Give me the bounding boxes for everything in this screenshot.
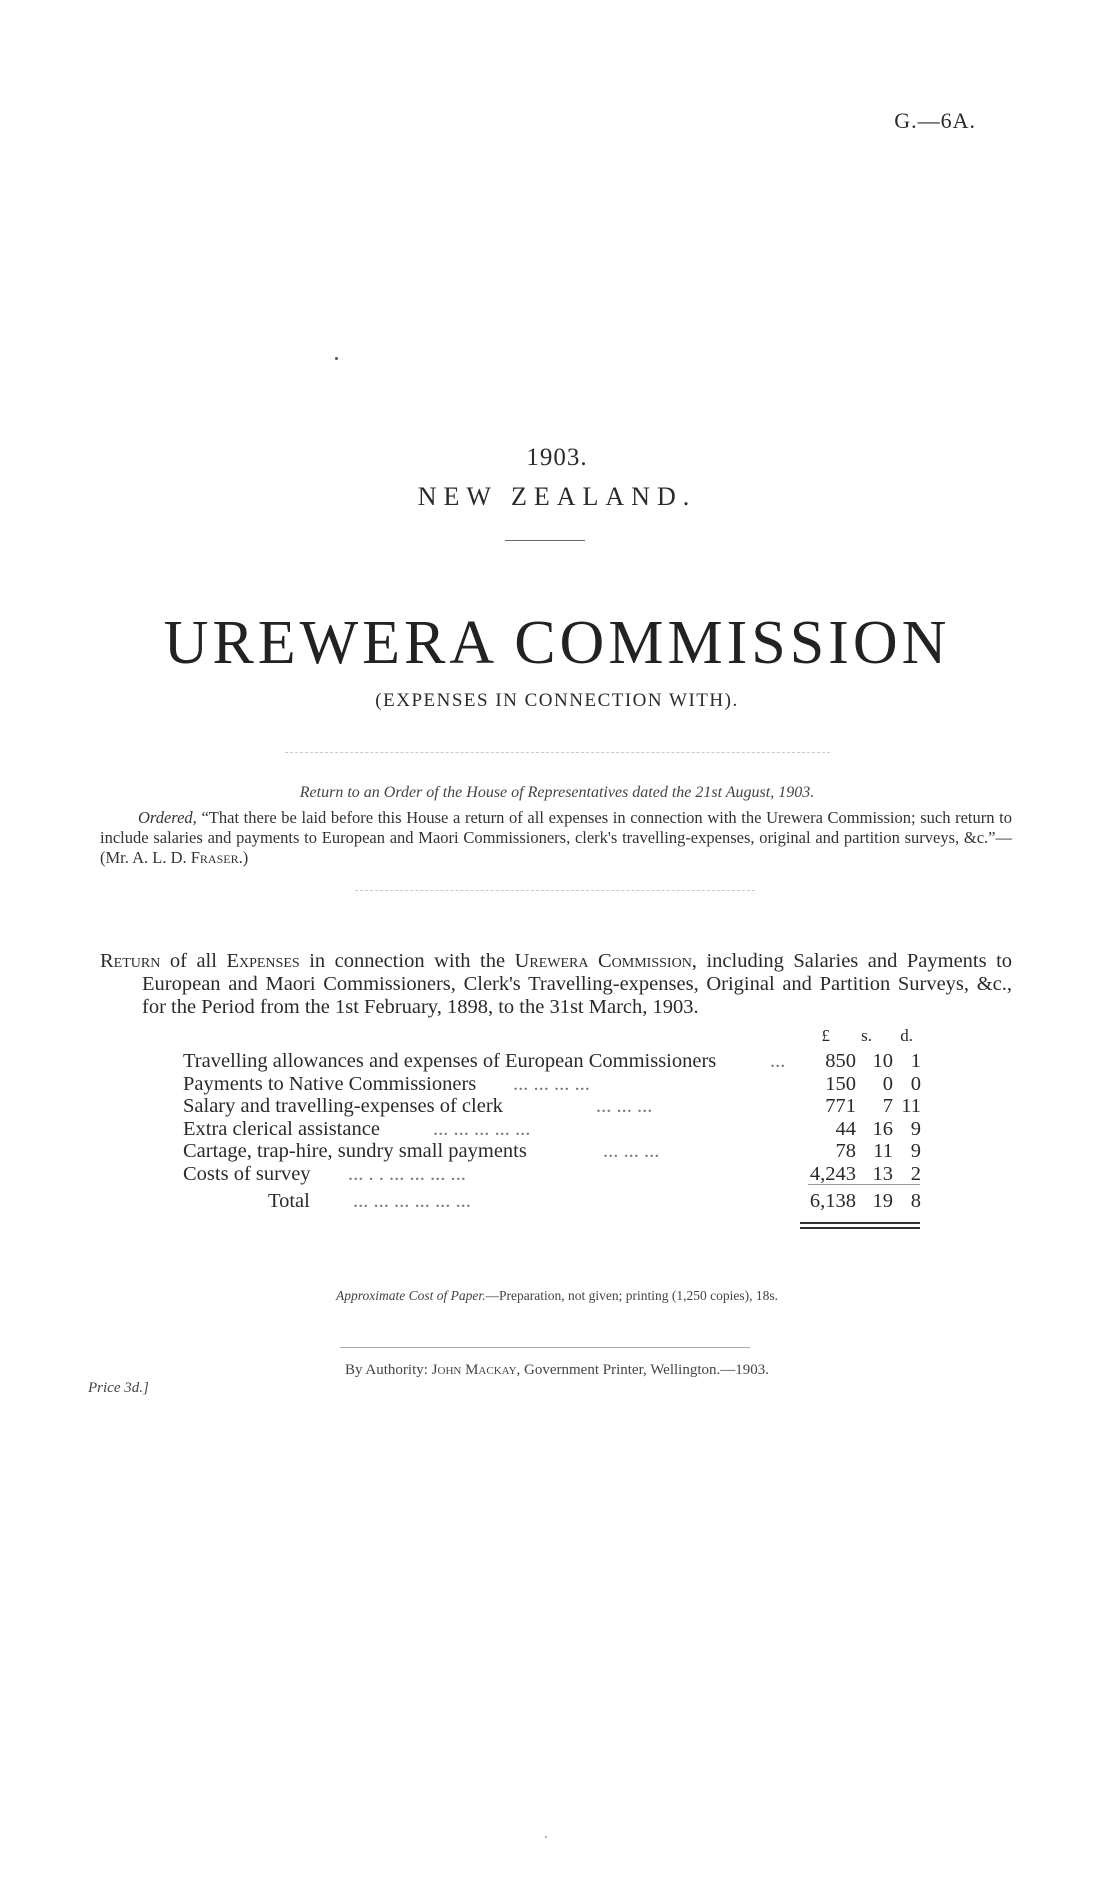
print-speck xyxy=(335,357,338,360)
printer-prefix: By Authority: xyxy=(344,1362,428,1378)
return-text-3: including Salaries and Payments to European and Maori Commissioners, Clerk's Travelling-expenses, Original and Partition Surveys, &c., for the Period from the 1st February, 1898, to the 31st March, 1903. xyxy=(142,950,1013,1018)
table-row xyxy=(183,1073,923,1096)
row-pence: 0 xyxy=(910,1072,921,1095)
divider-bottom xyxy=(355,890,755,891)
table-row xyxy=(183,1163,923,1186)
printer-divider xyxy=(340,1347,750,1348)
row-label: Cartage, trap-hire, sundry small payments xyxy=(183,1140,527,1162)
return-heading xyxy=(100,950,1012,1019)
order-body xyxy=(100,808,1012,868)
return-commission-name: Urewera Commission, xyxy=(514,950,697,972)
row-pounds: 4,243 xyxy=(809,1162,856,1185)
total-label: Total xyxy=(268,1190,310,1212)
total-row xyxy=(183,1190,923,1214)
country-heading: NEW ZEALAND. xyxy=(417,482,697,511)
row-pence: 11 xyxy=(901,1095,921,1117)
row-label: Salary and travelling-expenses of clerk xyxy=(183,1095,503,1117)
return-expenses-word: Expenses xyxy=(226,950,300,972)
row-pounds: 44 xyxy=(835,1117,856,1140)
printer-suffix: Government Printer, Wellington.—1903. xyxy=(524,1362,769,1378)
total-double-rule xyxy=(800,1222,920,1229)
publication-year: 1903. xyxy=(526,444,588,471)
row-leader-dots: ... ... ... ... ... xyxy=(433,1117,531,1140)
cost-note-label: Approximate Cost of Paper. xyxy=(336,1288,486,1303)
return-text-1: of all xyxy=(169,950,217,972)
table-row xyxy=(183,1050,923,1073)
return-text-2: in connection with the xyxy=(309,950,506,972)
row-shillings: 16 xyxy=(872,1117,893,1140)
order-heading: Return to an Order of the House of Representatives dated the 21st August, 1903. xyxy=(299,784,815,801)
row-label: Travelling allowances and expenses of European Commissioners xyxy=(183,1050,717,1072)
print-speck xyxy=(545,1836,547,1838)
row-leader-dots: ... ... ... ... xyxy=(513,1072,590,1095)
row-shillings: 10 xyxy=(872,1050,893,1072)
row-pence: 9 xyxy=(910,1140,921,1162)
row-label: Payments to Native Commissioners xyxy=(183,1072,477,1095)
row-shillings: 11 xyxy=(873,1140,893,1162)
order-lead: Ordered, xyxy=(138,808,197,827)
document-title: UREWERA COMMISSION xyxy=(163,609,951,677)
row-pence: 2 xyxy=(910,1162,921,1185)
row-pounds: 78 xyxy=(835,1140,856,1162)
price-note: Price 3d.] xyxy=(88,1380,149,1396)
divider-top xyxy=(285,752,830,753)
total-leader-dots: ... ... ... ... ... ... xyxy=(353,1190,471,1212)
shillings-header: s. xyxy=(861,1026,872,1045)
row-label: Costs of survey xyxy=(183,1162,311,1185)
document-subtitle: (EXPENSES IN CONNECTION WITH). xyxy=(375,690,739,711)
total-shillings: 19 xyxy=(872,1190,893,1212)
row-shillings: 13 xyxy=(872,1162,893,1185)
paper-reference: G.—6A. xyxy=(894,108,976,133)
expense-table xyxy=(183,1050,923,1185)
short-divider xyxy=(505,540,585,541)
table-row xyxy=(183,1140,923,1163)
cost-of-paper-note xyxy=(0,1288,1114,1304)
order-mover: Fraser.) xyxy=(190,848,249,867)
row-shillings: 0 xyxy=(882,1072,893,1095)
total-pence: 8 xyxy=(910,1190,921,1212)
printer-name: John Mackay, xyxy=(431,1362,521,1378)
subtotal-rule xyxy=(808,1184,920,1185)
row-label: Extra clerical assistance xyxy=(183,1117,380,1140)
row-pounds: 850 xyxy=(825,1050,856,1072)
row-shillings: 7 xyxy=(882,1095,893,1117)
row-pounds: 150 xyxy=(825,1072,856,1095)
pence-header: d. xyxy=(900,1026,913,1045)
order-text: “That there be laid before this House a return of all expenses in connection with the Urewera Commission; such return to include salaries and payments to European and Maori Commissioners, clerk's travelling-expenses, original and partition surveys, &c.”—(Mr. A. L. D. xyxy=(100,808,1012,867)
row-leader-dots: ... ... ... xyxy=(596,1095,653,1117)
table-row xyxy=(183,1095,923,1118)
pounds-header: £ xyxy=(821,1026,830,1045)
cost-note-text: —Preparation, not given; printing (1,250 copies), 18s. xyxy=(485,1288,778,1303)
table-row xyxy=(183,1118,923,1141)
printer-imprint xyxy=(0,1362,1114,1379)
row-pounds: 771 xyxy=(825,1095,856,1117)
return-lead-word: Return xyxy=(100,950,161,972)
row-leader-dots: ... ... ... xyxy=(603,1140,660,1162)
row-leader-dots: ... xyxy=(770,1050,786,1072)
row-leader-dots: ... . . ... ... ... ... xyxy=(348,1162,466,1185)
row-pence: 9 xyxy=(910,1117,921,1140)
row-pence: 1 xyxy=(910,1050,921,1072)
total-pounds: 6,138 xyxy=(809,1190,856,1212)
